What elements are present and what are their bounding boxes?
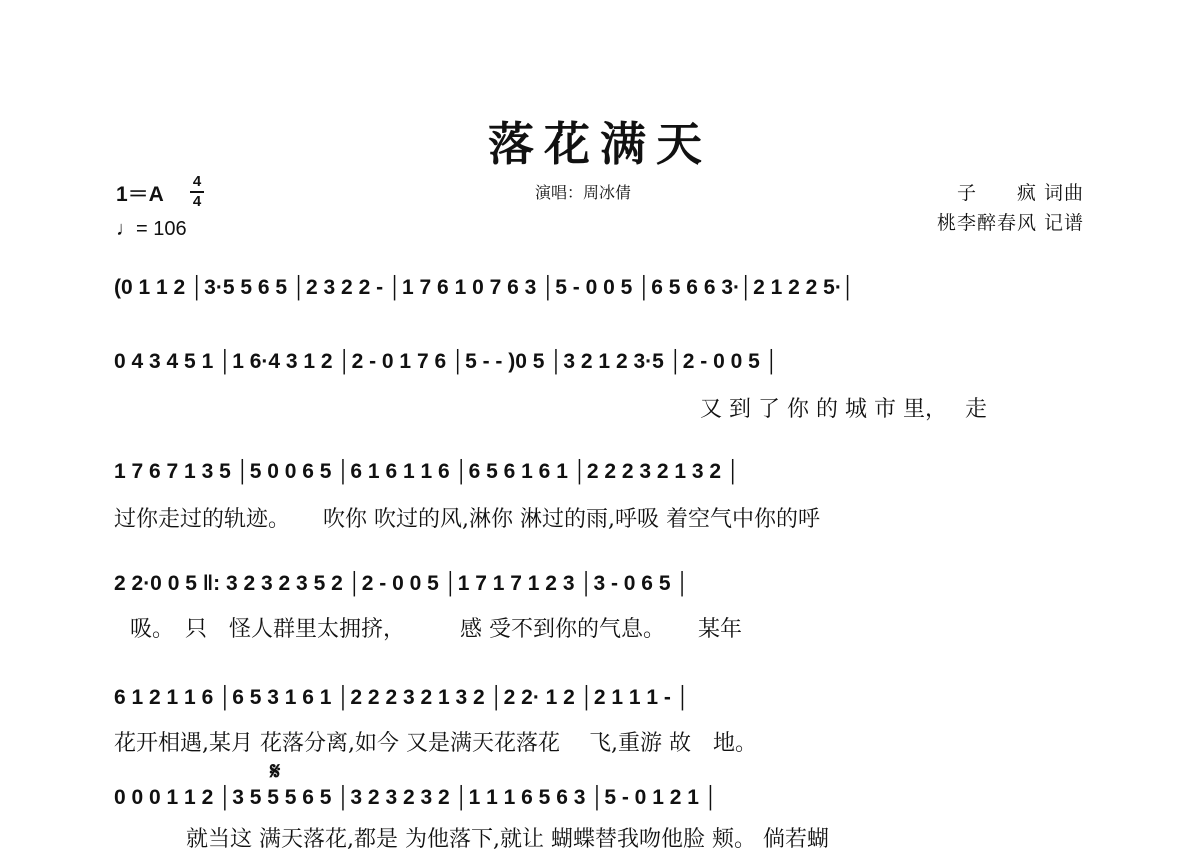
lyric-row-5: 花开相遇,某月 花落分离,如今 又是满天花落花 飞,重游 故 地。	[114, 731, 757, 756]
score-row-4: 2 2·0 0 5 ‖: 3 2 3 2 3 5 2 │2 - 0 0 5 │1 7 1 7 1 2 3 │3 - 0 6 5 │	[114, 572, 690, 595]
segno-sign: 𝄋	[270, 756, 281, 785]
tempo-marking: ♩= 106	[116, 218, 187, 240]
lyric-row-4: 吸。 只 怪人群里太拥挤， 感 受不到你的气息。 某年	[130, 617, 742, 642]
score-row-1: (0 1 1 2 │3·5 5 6 5 │2 3 2 2 - │1 7 6 1 0 7 6 3 │5 - 0 0 5 │6 5 6 6 3·│2 1 2 2 5·│	[114, 276, 855, 299]
score-row-5: 6 1 2 1 1 6 │6 5 3 1 6 1 │2 2 2 3 2 1 3 2 │2 2· 1 2 │2 1 1 1 - │	[114, 686, 690, 709]
score-row-3: 1 7 6 7 1 3 5 │5 0 0 6 5 │6 1 6 1 1 6 │6 5 6 1 6 1 │2 2 2 3 2 1 3 2 │	[114, 460, 741, 483]
time-signature-bottom: 4	[192, 193, 202, 210]
time-signature	[190, 174, 204, 210]
transcriber-credit: 桃李醉春风 记谱	[936, 212, 1084, 234]
composer-credit: 子 疯 词曲	[956, 182, 1084, 204]
lyric-row-2: 又 到 了 你 的 城 市 里， 走	[700, 397, 987, 422]
time-signature-top: 4	[192, 173, 202, 190]
score-row-6: 0 0 0 1 1 2 │3 5 5 5 6 5 │3 2 3 2 3 2 │1 1 1 6 5 6 3 │5 - 0 1 2 1 │	[114, 786, 718, 809]
singer-credit: 演唱：周冰倩	[535, 183, 632, 202]
song-title: 落花满天	[488, 117, 712, 171]
lyric-row-3: 过你走过的轨迹。 吹你 吹过的风,淋你 淋过的雨,呼吸 着空气中你的呼	[114, 507, 820, 532]
lyric-row-6: 就当这 满天落花,都是 为他落下,就让 蝴蝶替我吻他脸 颊。 倘若蝴	[186, 827, 829, 852]
key-signature: 1＝A	[116, 183, 164, 206]
score-row-2: 0 4 3 4 5 1 │1 6·4 3 1 2 │2 - 0 1 7 6 │5 - - )0 5 │3 2 1 2 3·5 │2 - 0 0 5 │	[114, 350, 779, 373]
